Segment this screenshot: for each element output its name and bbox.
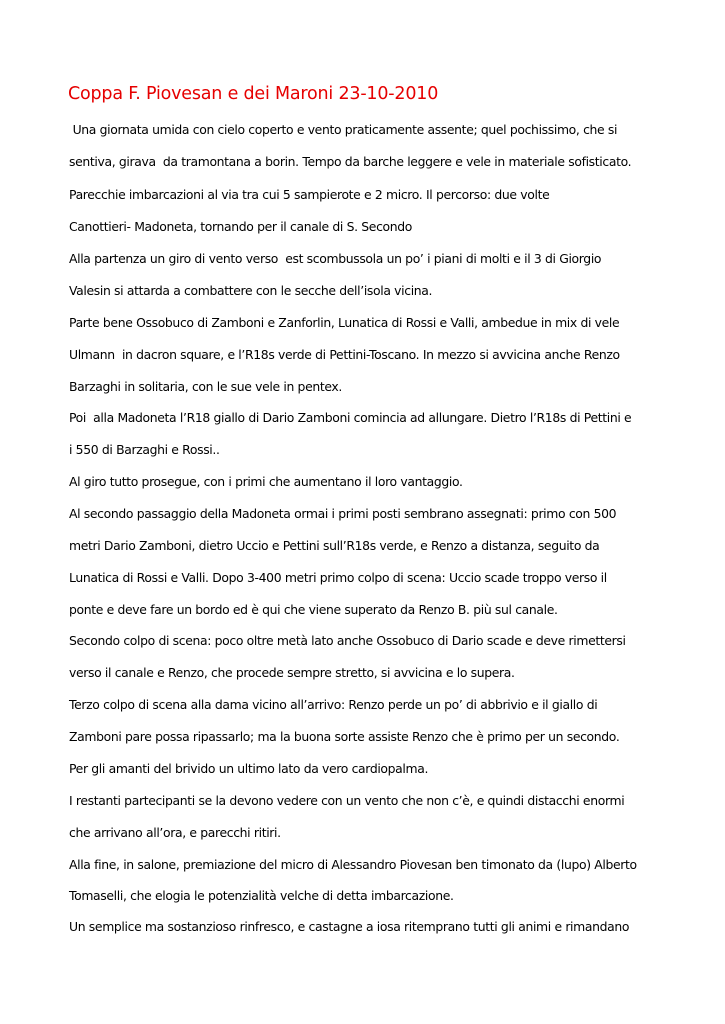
text-line: verso il canale e Renzo, che procede sempre stretto, si avvicina e lo supera. [69,665,515,680]
text-line: Un semplice ma sostanzioso rinfresco, e castagne a iosa ritemprano tutti gli animi e rimandano [69,919,630,934]
text-line: metri Dario Zamboni, dietro Uccio e Pettini sull’R18s verde, e Renzo a distanza, seguito da [69,538,600,553]
text-line: Al giro tutto prosegue, con i primi che aumentano il loro vantaggio. [69,474,463,489]
text-line: Canottieri- Madoneta, tornando per il canale di S. Secondo [69,219,413,234]
text-line: Valesin si attarda a combattere con le secche dell’isola vicina. [69,283,433,298]
text-line: Zamboni pare possa ripassarlo; ma la buona sorte assiste Renzo che è primo per un secondo. [69,729,620,744]
text-line: sentiva, girava da tramontana a borin. Tempo da barche leggere e vele in materiale sofisticato. [69,154,632,169]
text-line: Secondo colpo di scena: poco oltre metà lato anche Ossobuco di Dario scade e deve rimettersi [69,633,626,648]
text-line: Al secondo passaggio della Madoneta ormai i primi posti sembrano assegnati: primo con 500 [69,506,617,521]
text-line: Alla fine, in salone, premiazione del micro di Alessandro Piovesan ben timonato da (lupo) Alberto [69,857,637,872]
text-line: I restanti partecipanti se la devono vedere con un vento che non c’è, e quindi distacchi enormi [69,793,625,808]
document-title: Coppa F. Piovesan e dei Maroni 23-10-2010 [68,84,439,104]
text-line: Tomaselli, che elogia le potenzialità velche di detta imbarcazione. [69,888,454,903]
text-line: Una giornata umida con cielo coperto e vento praticamente assente; quel pochissimo, che si [69,122,618,137]
text-line: Poi alla Madoneta l’R18 giallo di Dario Zamboni comincia ad allungare. Dietro l’R18s di Pettini e [69,410,632,425]
text-line: Parte bene Ossobuco di Zamboni e Zanforlin, Lunatica di Rossi e Valli, ambedue in mix di vele [69,315,620,330]
text-line: Parecchie imbarcazioni al via tra cui 5 sampierote e 2 micro. Il percorso: due volte [69,187,550,202]
text-line: Lunatica di Rossi e Valli. Dopo 3-400 metri primo colpo di scena: Uccio scade troppo verso il [69,570,607,585]
text-line: che arrivano all’ora, e parecchi ritiri. [69,825,281,840]
text-line: Ulmann in dacron square, e l’R18s verde di Pettini-Toscano. In mezzo si avvicina anche Renzo [69,347,620,362]
text-line: ponte e deve fare un bordo ed è qui che viene superato da Renzo B. più sul canale. [69,602,558,617]
text-line: i 550 di Barzaghi e Rossi.. [69,442,220,457]
text-line: Terzo colpo di scena alla dama vicino all’arrivo: Renzo perde un po’ di abbrivio e il giallo di [69,697,598,712]
text-line: Alla partenza un giro di vento verso est scombussola un po’ i piani di molti e il 3 di Giorgio [69,251,602,266]
text-line: Per gli amanti del brivido un ultimo lato da vero cardiopalma. [69,761,429,776]
text-line: Barzaghi in solitaria, con le sue vele in pentex. [69,379,342,394]
